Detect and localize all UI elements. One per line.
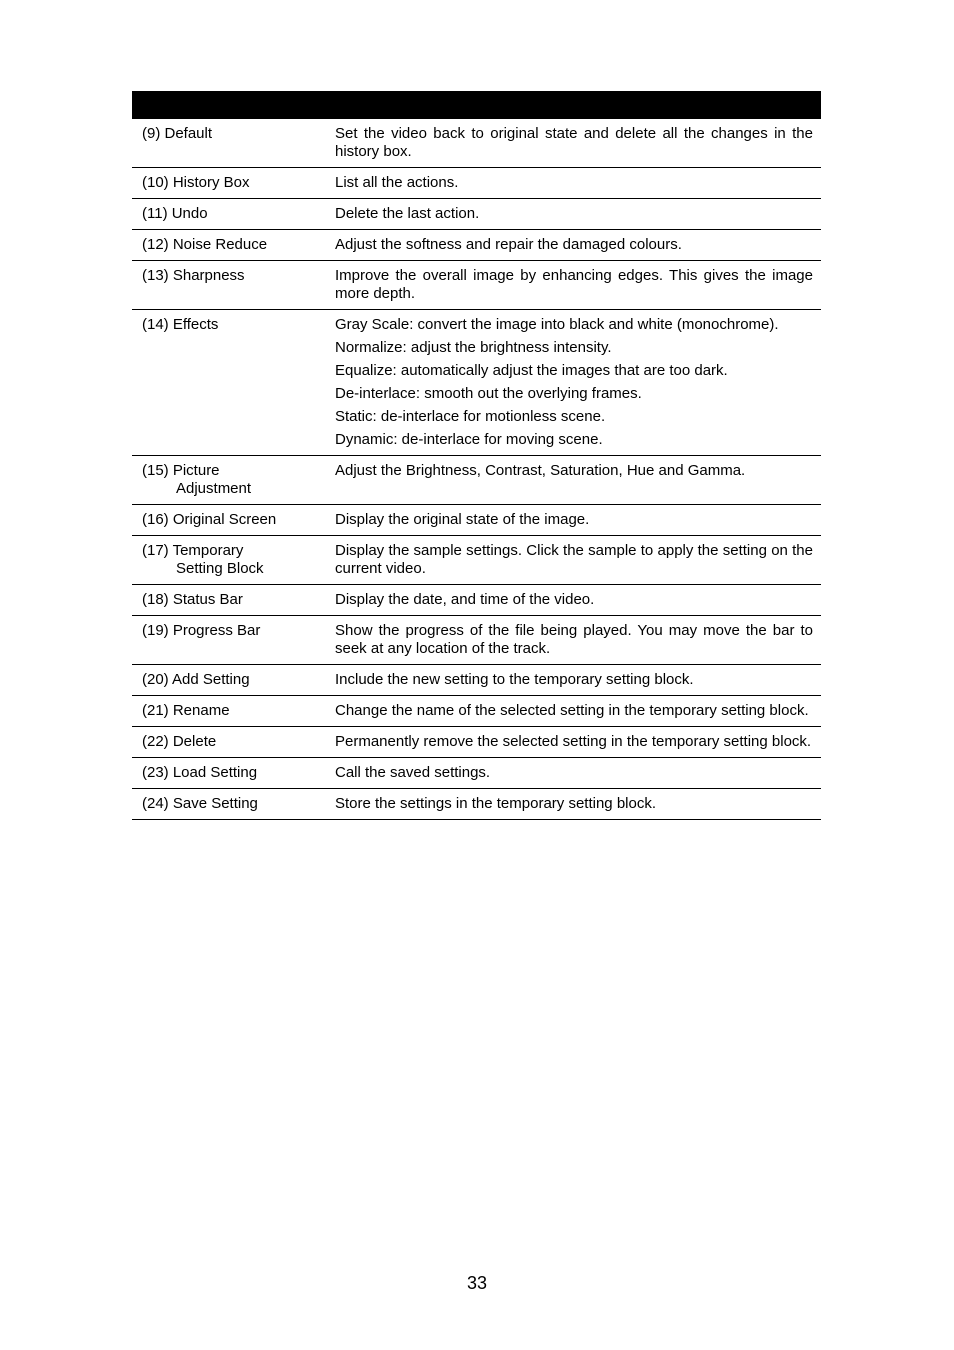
table-row xyxy=(132,199,821,230)
description-cell xyxy=(325,261,821,310)
term-label: (13) Sharpness xyxy=(142,267,245,284)
description-text: Store the settings in the temporary setting block. xyxy=(335,795,656,812)
term-label: (15) Picture xyxy=(142,462,220,479)
term-label: (10) History Box xyxy=(142,174,250,191)
term-label: (23) Load Setting xyxy=(142,764,258,781)
table-row xyxy=(132,727,821,758)
table-row xyxy=(132,168,821,199)
header-bar-cell xyxy=(132,91,821,119)
description-text: Delete the last action. xyxy=(335,205,480,222)
page-number: 33 xyxy=(466,1273,488,1293)
description-cell xyxy=(325,696,821,727)
term-cell xyxy=(132,536,325,585)
term-label: (22) Delete xyxy=(142,733,217,750)
term-cell xyxy=(132,168,325,199)
table-row xyxy=(132,310,821,456)
term-cell xyxy=(132,585,325,616)
description-cell xyxy=(325,119,821,168)
description-cell xyxy=(325,456,821,505)
term-label: (24) Save Setting xyxy=(142,795,258,812)
description-cell xyxy=(325,585,821,616)
description-text: Equalize: automatically adjust the images that are too dark. xyxy=(335,362,728,379)
table-row xyxy=(132,230,821,261)
description-text: Improve the overall image by enhancing edges. This gives the image more depth. xyxy=(335,267,813,302)
description-text: Static: de-interlace for motionless scene. xyxy=(335,408,606,425)
term-cell xyxy=(132,230,325,261)
description-cell xyxy=(325,310,821,456)
description-text: Set the video back to original state and delete all the changes in the history box. xyxy=(335,125,813,160)
description-text: Call the saved settings. xyxy=(335,764,491,781)
description-text: Permanently remove the selected setting in the temporary setting block. xyxy=(335,733,812,750)
description-text: Show the progress of the file being played. You may move the bar to seek at any location of the track. xyxy=(335,622,813,657)
term-cell xyxy=(132,199,325,230)
description-text: Dynamic: de-interlace for moving scene. xyxy=(335,431,603,448)
term-label-continuation: Adjustment xyxy=(176,480,252,497)
table-row xyxy=(132,585,821,616)
table-row xyxy=(132,456,821,505)
description-cell xyxy=(325,727,821,758)
description-cell xyxy=(325,536,821,585)
table-row xyxy=(132,696,821,727)
table-body xyxy=(132,91,821,820)
description-cell xyxy=(325,665,821,696)
description-cell xyxy=(325,789,821,820)
description-text: Display the date, and time of the video. xyxy=(335,591,595,608)
function-description-table xyxy=(132,91,821,820)
term-label: (12) Noise Reduce xyxy=(142,236,268,253)
description-cell xyxy=(325,505,821,536)
table-row xyxy=(132,665,821,696)
term-label-continuation: Setting Block xyxy=(176,560,264,577)
table-row xyxy=(132,616,821,665)
term-label: (17) Temporary xyxy=(142,542,244,559)
term-cell xyxy=(132,758,325,789)
term-cell xyxy=(132,665,325,696)
description-text: Adjust the Brightness, Contrast, Saturation, Hue and Gamma. xyxy=(335,462,746,479)
description-text: Gray Scale: convert the image into black and white (monochrome). xyxy=(335,316,779,333)
term-cell xyxy=(132,696,325,727)
table-row xyxy=(132,119,821,168)
description-cell xyxy=(325,758,821,789)
table-row xyxy=(132,536,821,585)
term-cell xyxy=(132,727,325,758)
term-cell xyxy=(132,119,325,168)
description-cell xyxy=(325,616,821,665)
description-text: Normalize: adjust the brightness intensity. xyxy=(335,339,612,356)
table-row xyxy=(132,505,821,536)
term-cell xyxy=(132,310,325,456)
term-cell xyxy=(132,261,325,310)
term-label: (20) Add Setting xyxy=(142,671,250,688)
description-cell xyxy=(325,199,821,230)
description-text: Adjust the softness and repair the damaged colours. xyxy=(335,236,682,253)
term-label: (9) Default xyxy=(142,125,213,142)
table-header-bar xyxy=(132,91,821,119)
description-cell xyxy=(325,230,821,261)
description-text: Change the name of the selected setting in the temporary setting block. xyxy=(335,702,809,719)
term-label: (18) Status Bar xyxy=(142,591,243,608)
term-label: (16) Original Screen xyxy=(142,511,277,528)
table-row xyxy=(132,789,821,820)
description-text: De-interlace: smooth out the overlying frames. xyxy=(335,385,642,402)
table-row xyxy=(132,758,821,789)
term-cell xyxy=(132,616,325,665)
description-text: Include the new setting to the temporary setting block. xyxy=(335,671,694,688)
term-label: (11) Undo xyxy=(142,205,208,222)
term-cell xyxy=(132,505,325,536)
table-row xyxy=(132,261,821,310)
description-text: Display the sample settings. Click the sample to apply the setting on the current video. xyxy=(335,542,813,577)
term-cell xyxy=(132,456,325,505)
term-label: (21) Rename xyxy=(142,702,230,719)
description-text: Display the original state of the image. xyxy=(335,511,590,528)
description-text: List all the actions. xyxy=(335,174,459,191)
term-cell xyxy=(132,789,325,820)
term-label: (14) Effects xyxy=(142,316,219,333)
term-label: (19) Progress Bar xyxy=(142,622,261,639)
description-cell xyxy=(325,168,821,199)
